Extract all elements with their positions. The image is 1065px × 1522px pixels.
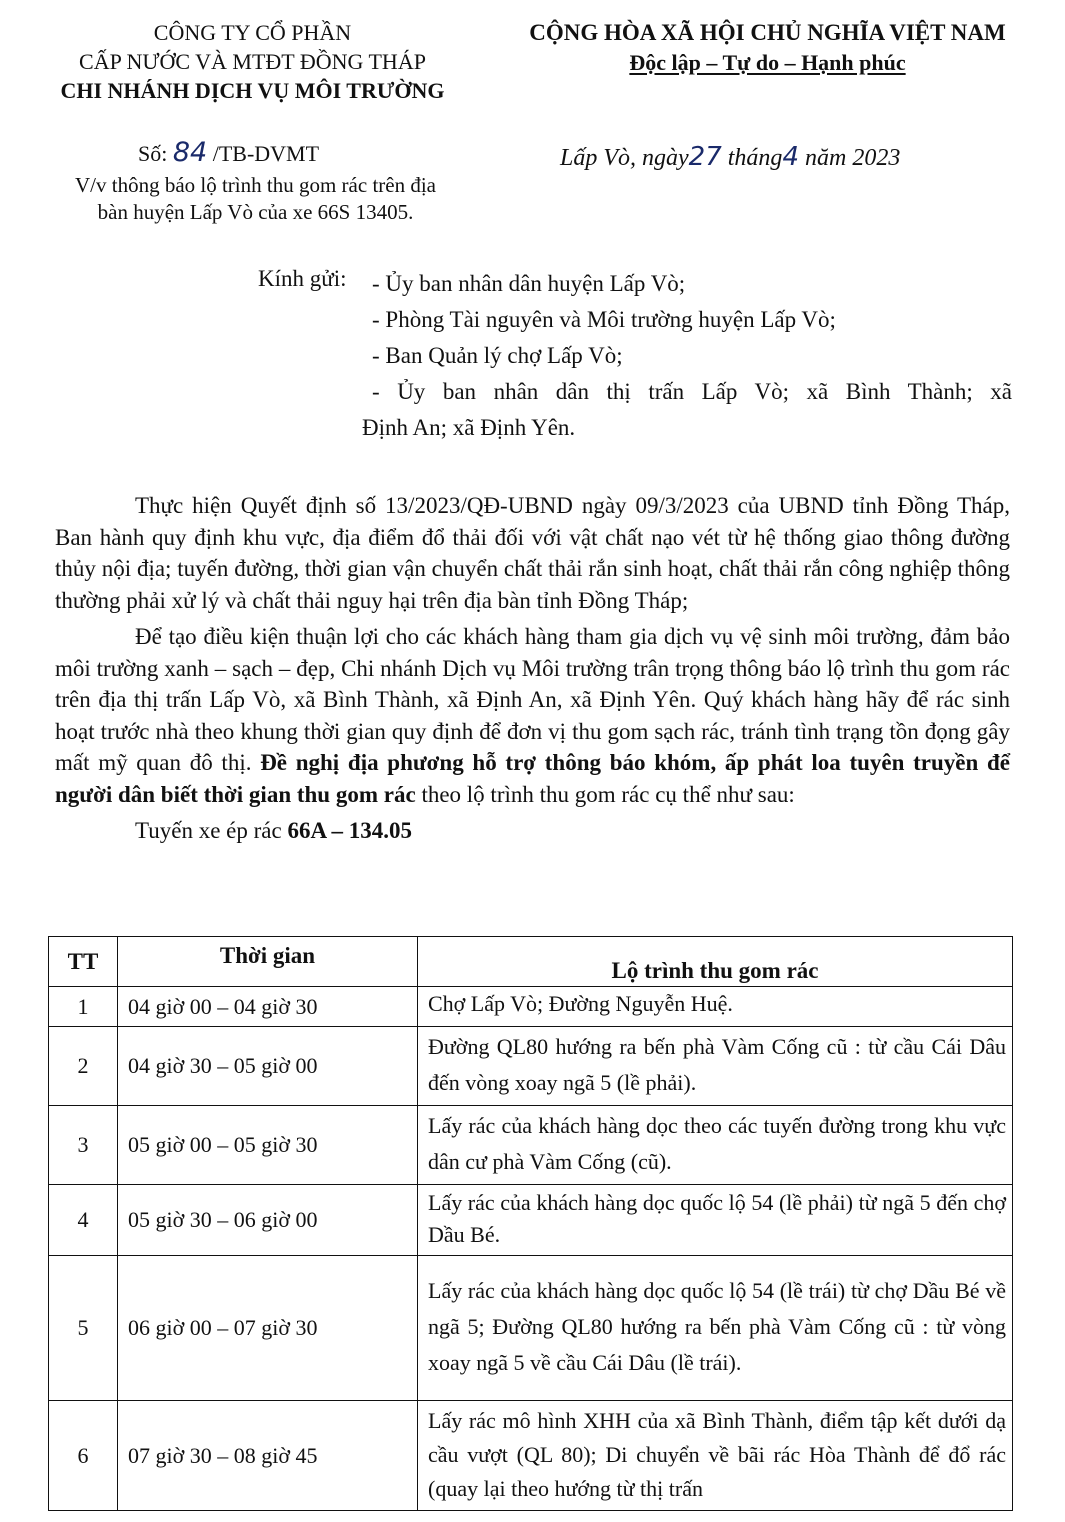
para2-text: Để tạo điều kiện thuận lợi cho các khách hàng tham gia dịch vụ vệ sinh môi trường, đảm bảo môi trường xanh – sạch – đẹp, Chi nhánh Dịch vụ Môi trường trân trọng thông báo lộ trình thu gom rác trên địa thị trấn Lấp Vò, xã Bình Thành, xã Định An, xã Định Yên. Quý khách hàng hãy để rác sinh hoạt trước nhà theo khung thời gian quy định để đơn vị thu gom sạch rác, tránh tình trạng tồn đọng gây mất mỹ quan đô thị. (55, 624, 1010, 775)
document-subject (28, 172, 483, 226)
row-time: 05 giờ 30 – 06 giờ 00 (118, 1185, 418, 1256)
row-route: Lấy rác mô hình XHH của xã Bình Thành, điểm tập kết dưới dạ cầu vượt (QL 80); Di chuyển về bãi rác Hòa Thành để đổ rác (quay lại theo hướng từ thị trấn (418, 1401, 1013, 1511)
body-paragraph-1: Thực hiện Quyết định số 13/2023/QĐ-UBND ngày 09/3/2023 của UBND tỉnh Đồng Tháp, Ban hành quy định khu vực, địa điểm đổ thải đối với vật chất nạo vét từ hệ thống giao thông đường thủy nội địa; tuyến đường, thời gian vận chuyển chất thải rắn sinh hoạt, chất thải rắn công nghiệp thông thường phải xử lý và chất thải nguy hại trên địa bàn tỉnh Đồng Tháp; (55, 493, 1010, 613)
org-line-3: CHI NHÁNH DỊCH VỤ MÔI TRƯỜNG (60, 78, 445, 103)
collection-schedule-table (48, 936, 1013, 1511)
para2-bold-request: Đề nghị địa phương hỗ trợ thông báo khóm, ấp phát loa tuyên truyền để người dân biết thời gian thu gom rác (55, 750, 1010, 807)
national-title: CỘNG HÒA XÃ HỘI CHỦ NGHĨA VIỆT NAM (529, 20, 1006, 45)
date-month-label: tháng (727, 145, 783, 171)
row-route: Lấy rác của khách hàng dọc theo các tuyến đường trong khu vực dân cư phà Vàm Cống (cũ). (418, 1106, 1013, 1185)
subject-line-2: bàn huyện Lấp Vò của xe 66S 13405. (97, 200, 414, 224)
row-route: Chợ Lấp Vò; Đường Nguyễn Huệ. (418, 987, 1013, 1027)
doc-number-prefix: Số: (138, 141, 168, 166)
recipient-item: - Ủy ban nhân dân thị trấn Lấp Vò; xã Bình Thành; xã (372, 379, 1012, 404)
table-row (49, 1027, 1013, 1106)
org-line-1: CÔNG TY CỔ PHẦN (153, 20, 352, 45)
recipient-item-continued: Định An; xã Định Yên. (362, 415, 576, 440)
row-route: Lấy rác của khách hàng dọc quốc lộ 54 (lề phải) từ ngã 5 đến chợ Dầu Bé. (418, 1185, 1013, 1256)
date-year: năm 2023 (804, 145, 901, 171)
table-row (49, 1401, 1013, 1511)
date-day: 27 (688, 142, 722, 172)
national-header (490, 18, 1045, 78)
recipients-label: Kính gửi: (258, 266, 347, 291)
doc-number-value: 84 (172, 137, 208, 168)
table-row (49, 1256, 1013, 1401)
route-label: Tuyến xe ép rác (135, 818, 282, 843)
row-tt: 3 (49, 1106, 118, 1185)
table-header-row (49, 937, 1013, 987)
route-plate: 66A – 134.05 (287, 818, 413, 843)
route-vehicle-line (55, 815, 1010, 847)
row-time: 04 giờ 00 – 04 giờ 30 (118, 987, 418, 1027)
date-place: Lấp Vò, ngày (560, 145, 689, 171)
org-line-2: CẤP NƯỚC VÀ MTĐT ĐỒNG THÁP (79, 49, 426, 74)
row-tt: 4 (49, 1185, 118, 1256)
header-tt: TT (49, 937, 118, 987)
row-tt: 5 (49, 1256, 118, 1401)
row-tt: 6 (49, 1401, 118, 1511)
para2-text-end: theo lộ trình thu gom rác cụ thể như sau: (421, 781, 795, 807)
row-time: 05 giờ 00 – 05 giờ 30 (118, 1106, 418, 1185)
table-row (49, 987, 1013, 1027)
date-month: 4 (782, 142, 799, 172)
table-row (49, 1185, 1013, 1256)
header-time: Thời gian (118, 937, 418, 987)
table-row (49, 1106, 1013, 1185)
row-route: Đường QL80 hướng ra bến phà Vàm Cống cũ : từ cầu Cái Dâu đến vòng xoay ngã 5 (lề phải). (418, 1027, 1013, 1106)
document-date (560, 142, 900, 172)
recipient-item: - Ủy ban nhân dân huyện Lấp Vò; (372, 271, 686, 296)
subject-line-1: V/v thông báo lộ trình thu gom rác trên địa (74, 173, 436, 197)
organization-header (20, 18, 485, 105)
national-motto: Độc lập – Tự do – Hạnh phúc (629, 50, 906, 75)
row-tt: 2 (49, 1027, 118, 1106)
doc-number-suffix: /TB-DVMT (212, 141, 320, 166)
document-number (138, 137, 319, 168)
header-route: Lộ trình thu gom rác (418, 937, 1013, 987)
row-tt: 1 (49, 987, 118, 1027)
recipients-list (362, 266, 1012, 446)
body-paragraph-2 (55, 621, 1010, 810)
row-time: 06 giờ 00 – 07 giờ 30 (118, 1256, 418, 1401)
row-route: Lấy rác của khách hàng dọc quốc lộ 54 (lề trái) từ chợ Dầu Bé về ngã 5; Đường QL80 hướng ra bến phà Vàm Cống cũ : từ vòng xoay ngã 5 về cầu Cái Dâu (lề trái). (418, 1256, 1013, 1401)
row-time: 04 giờ 30 – 05 giờ 00 (118, 1027, 418, 1106)
document-body (55, 490, 1010, 852)
row-time: 07 giờ 30 – 08 giờ 45 (118, 1401, 418, 1511)
recipient-item: - Phòng Tài nguyên và Môi trường huyện Lấp Vò; (372, 307, 836, 332)
recipient-item: - Ban Quản lý chợ Lấp Vò; (372, 343, 623, 368)
